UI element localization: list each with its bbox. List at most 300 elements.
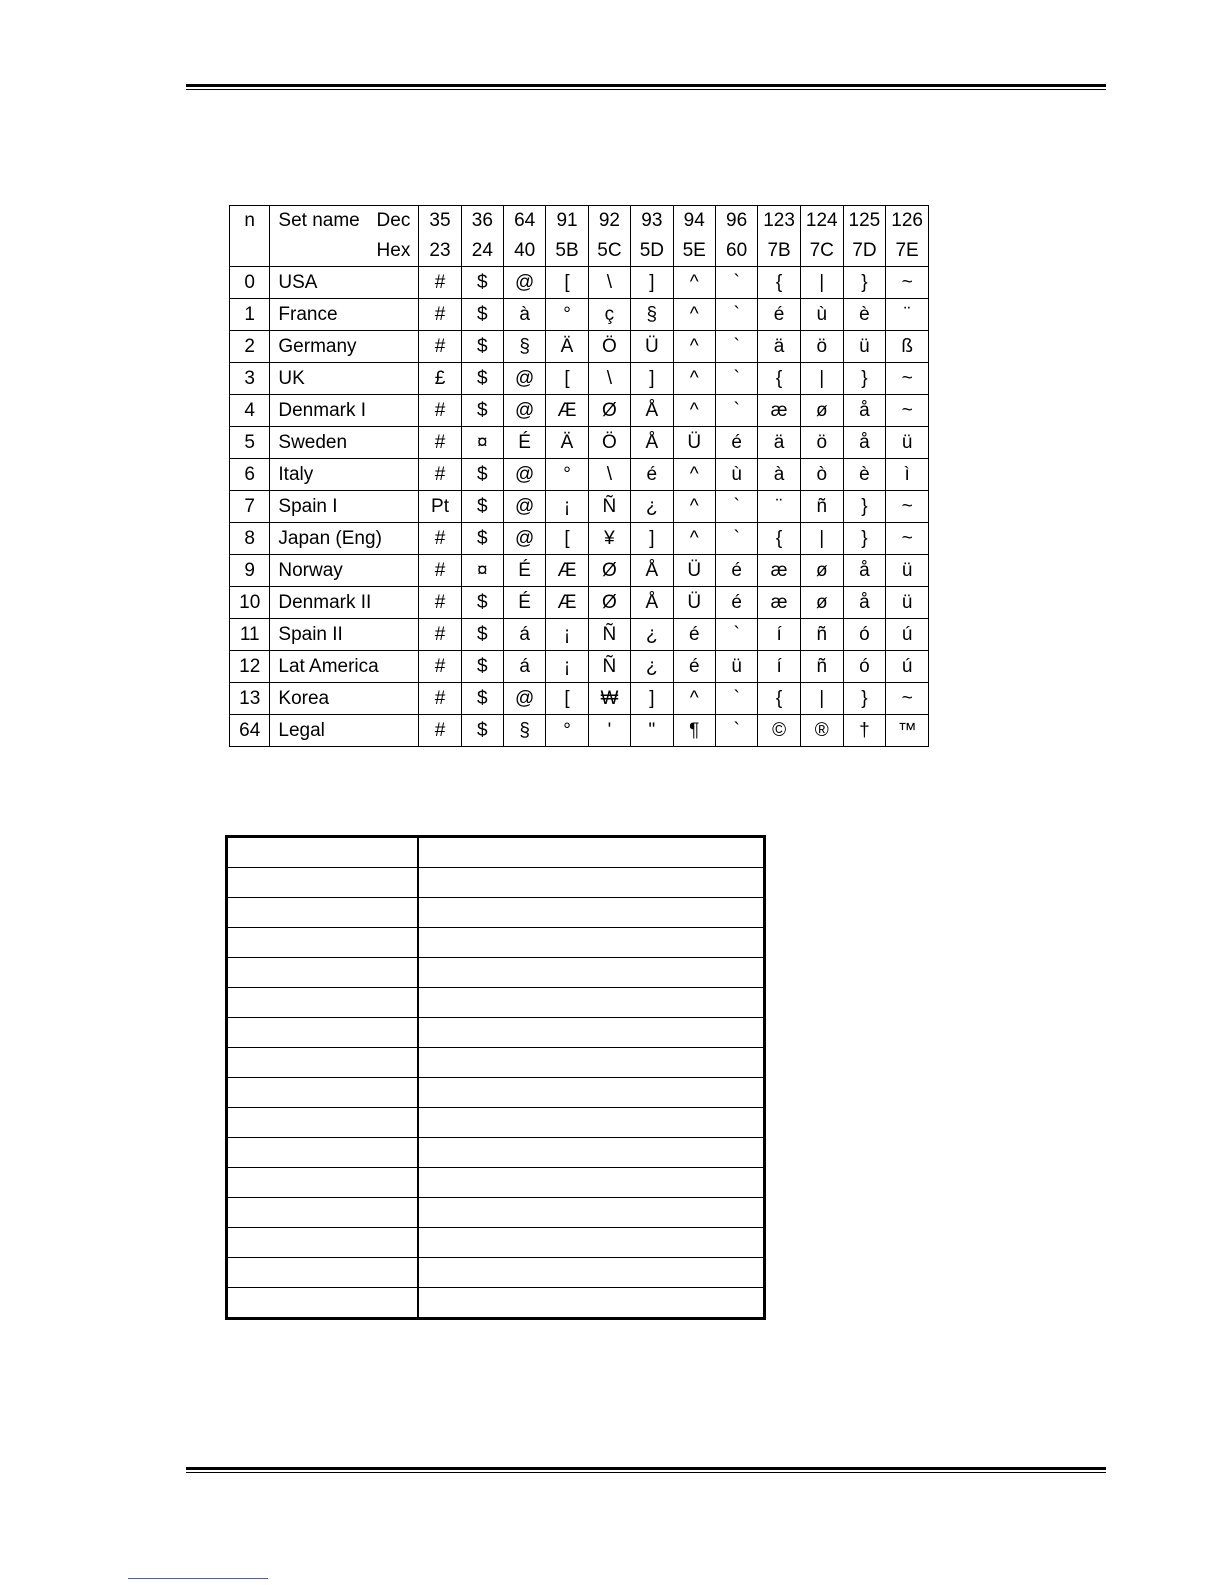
table-row <box>230 651 929 683</box>
row-char: # <box>419 651 461 683</box>
row-char: æ <box>758 587 801 619</box>
row-n: 2 <box>230 331 270 363</box>
row-char: å <box>843 427 886 459</box>
header-dec-8: 123 <box>758 206 801 237</box>
row-n: 4 <box>230 395 270 427</box>
blank-cell-left <box>227 1228 419 1258</box>
table-row <box>230 715 929 747</box>
row-n: 6 <box>230 459 270 491</box>
table-row <box>230 523 929 555</box>
table-row <box>230 459 929 491</box>
row-char: ú <box>886 619 929 651</box>
row-char: ` <box>715 363 757 395</box>
row-char: $ <box>461 299 503 331</box>
header-hex-6: 5E <box>673 236 715 267</box>
row-set-name: Italy <box>270 459 419 491</box>
row-char: ` <box>715 523 757 555</box>
row-set-name: Denmark II <box>270 587 419 619</box>
row-char: ¤ <box>461 555 503 587</box>
header-dec-2: 64 <box>503 206 545 237</box>
row-n: 13 <box>230 683 270 715</box>
row-char: æ <box>758 555 801 587</box>
row-char: ¿ <box>631 651 673 683</box>
row-char: $ <box>461 715 503 747</box>
row-char: # <box>419 459 461 491</box>
row-char: ü <box>886 587 929 619</box>
row-char: @ <box>503 363 545 395</box>
row-char: á <box>503 651 545 683</box>
row-char: § <box>631 299 673 331</box>
row-char: ¨ <box>758 491 801 523</box>
blank-row <box>227 958 765 988</box>
row-char: ü <box>886 427 929 459</box>
blank-row <box>227 1288 765 1319</box>
table-row <box>230 555 929 587</box>
row-char: # <box>419 587 461 619</box>
blank-cell-left <box>227 837 419 868</box>
row-char: ] <box>631 523 673 555</box>
table-row <box>230 427 929 459</box>
header-hex-8: 7B <box>758 236 801 267</box>
blank-cell-right <box>418 928 765 958</box>
row-char: | <box>800 523 843 555</box>
blank-row <box>227 1258 765 1288</box>
row-char: ^ <box>673 395 715 427</box>
header-dec-6: 94 <box>673 206 715 237</box>
row-char: } <box>843 363 886 395</box>
row-char: ç <box>588 299 630 331</box>
table-row <box>230 587 929 619</box>
row-char: @ <box>503 267 545 299</box>
blank-row <box>227 837 765 868</box>
row-char: Å <box>631 395 673 427</box>
header-row-dec <box>230 206 929 237</box>
blank-cell-right <box>418 1018 765 1048</box>
blank-row <box>227 898 765 928</box>
row-char: { <box>758 363 801 395</box>
blank-row <box>227 868 765 898</box>
row-char: $ <box>461 331 503 363</box>
row-char: à <box>758 459 801 491</box>
row-set-name: UK <box>270 363 419 395</box>
row-char: é <box>715 555 757 587</box>
row-char: É <box>503 427 545 459</box>
bottom-rule <box>186 1467 1106 1473</box>
row-char: @ <box>503 683 545 715</box>
row-char: é <box>758 299 801 331</box>
row-char: ° <box>546 715 588 747</box>
row-char: ¤ <box>461 427 503 459</box>
row-char: É <box>503 555 545 587</box>
row-char: ¿ <box>631 619 673 651</box>
blank-row <box>227 1018 765 1048</box>
row-char: ä <box>758 331 801 363</box>
row-char: © <box>758 715 801 747</box>
row-char: # <box>419 427 461 459</box>
header-dec-9: 124 <box>800 206 843 237</box>
row-char: ñ <box>800 619 843 651</box>
blank-cell-right <box>418 958 765 988</box>
header-dec-5: 93 <box>631 206 673 237</box>
row-char: ^ <box>673 267 715 299</box>
row-char: [ <box>546 363 588 395</box>
row-char: ¿ <box>631 491 673 523</box>
row-char: ^ <box>673 331 715 363</box>
header-hex-4: 5C <box>588 236 630 267</box>
row-char: | <box>800 683 843 715</box>
blank-cell-left <box>227 928 419 958</box>
blank-cell-right <box>418 1168 765 1198</box>
header-hex-label: Hex <box>376 240 411 261</box>
row-char: $ <box>461 587 503 619</box>
row-char: ~ <box>886 491 929 523</box>
row-char: ¥ <box>588 523 630 555</box>
row-char: } <box>843 267 886 299</box>
blank-cell-left <box>227 958 419 988</box>
row-char: # <box>419 683 461 715</box>
blank-table <box>225 835 766 1320</box>
row-char: Ä <box>546 427 588 459</box>
row-char: è <box>843 459 886 491</box>
row-char: ñ <box>800 651 843 683</box>
row-char: ä <box>758 427 801 459</box>
table-row <box>230 267 929 299</box>
row-char: ] <box>631 683 673 715</box>
header-dec-3: 91 <box>546 206 588 237</box>
blank-cell-left <box>227 1108 419 1138</box>
header-hex-1: 24 <box>461 236 503 267</box>
row-char: ] <box>631 267 673 299</box>
row-char: Æ <box>546 587 588 619</box>
row-n: 11 <box>230 619 270 651</box>
header-hex-9: 7C <box>800 236 843 267</box>
row-char: } <box>843 683 886 715</box>
row-char: # <box>419 395 461 427</box>
row-char: Ñ <box>588 491 630 523</box>
row-char: Å <box>631 427 673 459</box>
row-char: Ø <box>588 587 630 619</box>
row-char: $ <box>461 683 503 715</box>
row-char: è <box>843 299 886 331</box>
blank-cell-left <box>227 1288 419 1319</box>
table-row <box>230 491 929 523</box>
row-char: Ö <box>588 331 630 363</box>
row-char: £ <box>419 363 461 395</box>
row-char: $ <box>461 459 503 491</box>
row-char: í <box>758 619 801 651</box>
blank-cell-right <box>418 1078 765 1108</box>
row-char: ò <box>800 459 843 491</box>
row-char: } <box>843 523 886 555</box>
row-char: à <box>503 299 545 331</box>
row-char: ¶ <box>673 715 715 747</box>
row-char: @ <box>503 491 545 523</box>
blank-row <box>227 1228 765 1258</box>
top-rule <box>186 84 1106 90</box>
row-char: # <box>419 299 461 331</box>
blank-row <box>227 988 765 1018</box>
header-hex-0: 23 <box>419 236 461 267</box>
table-row <box>230 299 929 331</box>
row-char: Ñ <box>588 651 630 683</box>
row-set-name: Denmark I <box>270 395 419 427</box>
header-hex-11: 7E <box>886 236 929 267</box>
table-row <box>230 619 929 651</box>
row-char: \ <box>588 363 630 395</box>
row-char: å <box>843 587 886 619</box>
header-hex-2: 40 <box>503 236 545 267</box>
row-char: ¡ <box>546 651 588 683</box>
row-n: 1 <box>230 299 270 331</box>
row-char: ö <box>800 427 843 459</box>
row-char: é <box>631 459 673 491</box>
row-char: Ü <box>673 587 715 619</box>
blank-cell-right <box>418 1258 765 1288</box>
row-char: ù <box>715 459 757 491</box>
row-char: ` <box>715 331 757 363</box>
row-char: $ <box>461 267 503 299</box>
row-n: 3 <box>230 363 270 395</box>
row-set-name: Germany <box>270 331 419 363</box>
row-char: # <box>419 555 461 587</box>
row-char: í <box>758 651 801 683</box>
row-char: ^ <box>673 363 715 395</box>
row-char: Ø <box>588 395 630 427</box>
header-hex-3: 5B <box>546 236 588 267</box>
row-char: ₩ <box>588 683 630 715</box>
row-n: 8 <box>230 523 270 555</box>
row-char: | <box>800 363 843 395</box>
row-char: ^ <box>673 523 715 555</box>
blank-row <box>227 1048 765 1078</box>
row-char: } <box>843 491 886 523</box>
blank-row <box>227 1078 765 1108</box>
row-char: Ü <box>673 427 715 459</box>
row-char: ø <box>800 587 843 619</box>
row-char: ^ <box>673 299 715 331</box>
row-char: ß <box>886 331 929 363</box>
row-char: { <box>758 267 801 299</box>
row-char: æ <box>758 395 801 427</box>
blank-cell-right <box>418 898 765 928</box>
row-char: é <box>673 619 715 651</box>
row-char: ¡ <box>546 619 588 651</box>
row-char: Æ <box>546 395 588 427</box>
row-char: ^ <box>673 683 715 715</box>
row-set-name: Spain II <box>270 619 419 651</box>
row-char: é <box>673 651 715 683</box>
row-char: [ <box>546 683 588 715</box>
blank-row <box>227 928 765 958</box>
row-char: ú <box>886 651 929 683</box>
blank-cell-right <box>418 1138 765 1168</box>
row-char: ] <box>631 363 673 395</box>
row-char: $ <box>461 651 503 683</box>
row-char: | <box>800 267 843 299</box>
blank-cell-left <box>227 1198 419 1228</box>
blank-cell-left <box>227 1048 419 1078</box>
row-set-name: Lat America <box>270 651 419 683</box>
row-char: ¡ <box>546 491 588 523</box>
blank-cell-left <box>227 1078 419 1108</box>
header-n-blank <box>230 236 270 267</box>
row-set-name: Norway <box>270 555 419 587</box>
row-char: Å <box>631 587 673 619</box>
row-n: 0 <box>230 267 270 299</box>
blank-cell-right <box>418 988 765 1018</box>
header-dec-11: 126 <box>886 206 929 237</box>
header-dec-10: 125 <box>843 206 886 237</box>
row-char: Æ <box>546 555 588 587</box>
row-char: ` <box>715 715 757 747</box>
row-char: ~ <box>886 267 929 299</box>
blank-cell-left <box>227 1258 419 1288</box>
header-dec-7: 96 <box>715 206 757 237</box>
row-char: ~ <box>886 523 929 555</box>
row-char: # <box>419 267 461 299</box>
row-char: ~ <box>886 363 929 395</box>
row-char: [ <box>546 523 588 555</box>
row-char: # <box>419 523 461 555</box>
footer-link-underline <box>128 1578 268 1579</box>
blank-cell-left <box>227 988 419 1018</box>
row-char: Ø <box>588 555 630 587</box>
row-char: á <box>503 619 545 651</box>
row-char: @ <box>503 523 545 555</box>
row-char: ì <box>886 459 929 491</box>
header-hex-cell <box>270 236 419 267</box>
row-char: ¨ <box>886 299 929 331</box>
row-char: " <box>631 715 673 747</box>
row-char: ø <box>800 395 843 427</box>
blank-cell-right <box>418 837 765 868</box>
row-char: $ <box>461 395 503 427</box>
row-set-name: France <box>270 299 419 331</box>
row-char: ü <box>715 651 757 683</box>
row-char: # <box>419 715 461 747</box>
row-char: ó <box>843 619 886 651</box>
blank-cell-right <box>418 1048 765 1078</box>
row-char: ` <box>715 299 757 331</box>
blank-cell-right <box>418 868 765 898</box>
row-char: ñ <box>800 491 843 523</box>
row-n: 64 <box>230 715 270 747</box>
row-char: Ö <box>588 427 630 459</box>
row-n: 9 <box>230 555 270 587</box>
row-char: ` <box>715 491 757 523</box>
header-n: n <box>230 206 270 237</box>
row-char: $ <box>461 363 503 395</box>
blank-cell-left <box>227 1138 419 1168</box>
row-n: 10 <box>230 587 270 619</box>
row-n: 5 <box>230 427 270 459</box>
header-hex-7: 60 <box>715 236 757 267</box>
row-char: Ñ <box>588 619 630 651</box>
table-row <box>230 683 929 715</box>
header-hex-10: 7D <box>843 236 886 267</box>
table-row <box>230 363 929 395</box>
row-char: § <box>503 715 545 747</box>
row-char: # <box>419 331 461 363</box>
row-char: ~ <box>886 683 929 715</box>
blank-cell-right <box>418 1228 765 1258</box>
row-char: $ <box>461 491 503 523</box>
row-char: Ü <box>673 555 715 587</box>
blank-row <box>227 1138 765 1168</box>
row-char: # <box>419 619 461 651</box>
row-set-name: Legal <box>270 715 419 747</box>
row-char: @ <box>503 395 545 427</box>
row-set-name: USA <box>270 267 419 299</box>
table-row <box>230 331 929 363</box>
table-row <box>230 395 929 427</box>
row-char: [ <box>546 267 588 299</box>
row-char: å <box>843 555 886 587</box>
row-char: ° <box>546 459 588 491</box>
blank-cell-right <box>418 1288 765 1319</box>
row-char: $ <box>461 523 503 555</box>
row-n: 7 <box>230 491 270 523</box>
header-dec-1: 36 <box>461 206 503 237</box>
row-char: ` <box>715 683 757 715</box>
row-char: ~ <box>886 395 929 427</box>
row-char: ` <box>715 395 757 427</box>
row-char: § <box>503 331 545 363</box>
blank-cell-right <box>418 1108 765 1138</box>
row-char: \ <box>588 459 630 491</box>
row-char: Ü <box>631 331 673 363</box>
row-char: Pt <box>419 491 461 523</box>
blank-cell-left <box>227 898 419 928</box>
blank-row <box>227 1108 765 1138</box>
row-set-name: Korea <box>270 683 419 715</box>
row-char: ù <box>800 299 843 331</box>
row-char: å <box>843 395 886 427</box>
blank-cell-left <box>227 1168 419 1198</box>
header-hex-5: 5D <box>631 236 673 267</box>
blank-cell-right <box>418 1198 765 1228</box>
row-set-name: Spain I <box>270 491 419 523</box>
row-char: ^ <box>673 491 715 523</box>
row-set-name: Sweden <box>270 427 419 459</box>
blank-row <box>227 1198 765 1228</box>
header-row-hex <box>230 236 929 267</box>
row-char: ® <box>800 715 843 747</box>
row-char: \ <box>588 267 630 299</box>
row-char: Ä <box>546 331 588 363</box>
header-setname-cell <box>270 206 419 237</box>
row-char: { <box>758 523 801 555</box>
row-char: ™ <box>886 715 929 747</box>
header-setname: Set name <box>278 210 360 231</box>
character-set-table <box>229 205 929 747</box>
header-dec-label: Dec <box>376 210 411 231</box>
row-char: ° <box>546 299 588 331</box>
row-char: É <box>503 587 545 619</box>
blank-cell-left <box>227 868 419 898</box>
blank-cell-left <box>227 1018 419 1048</box>
row-char: Å <box>631 555 673 587</box>
row-char: ö <box>800 331 843 363</box>
row-char: @ <box>503 459 545 491</box>
blank-row <box>227 1168 765 1198</box>
row-char: ' <box>588 715 630 747</box>
row-char: { <box>758 683 801 715</box>
row-char: é <box>715 427 757 459</box>
row-char: ü <box>843 331 886 363</box>
row-set-name: Japan (Eng) <box>270 523 419 555</box>
row-char: ` <box>715 619 757 651</box>
